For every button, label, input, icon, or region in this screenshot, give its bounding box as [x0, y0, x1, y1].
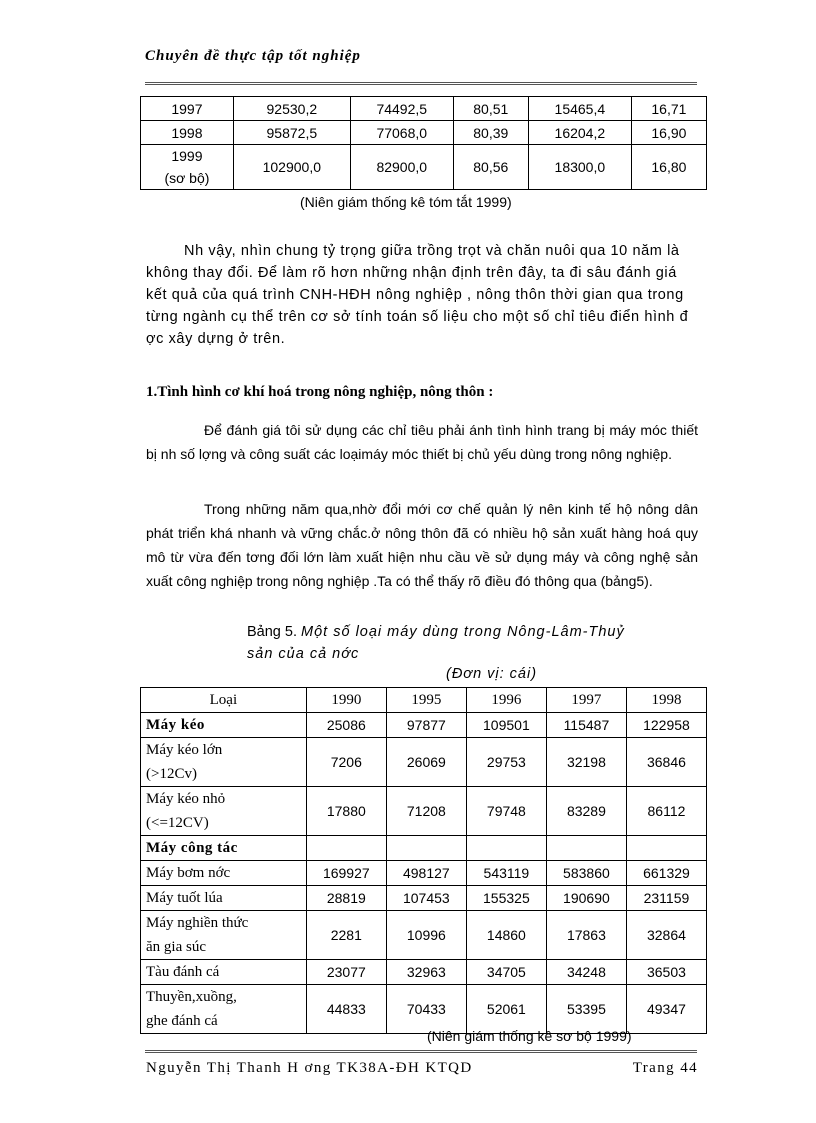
table2-label: Máy kéo lớn: [146, 742, 223, 758]
table2-label: Máy bơm nớc: [146, 865, 231, 881]
table2-row: [141, 787, 707, 836]
table2-header-cell: 1996: [466, 688, 546, 713]
table2-value-cell: [626, 836, 706, 861]
table1-cell: 80,56: [453, 145, 528, 190]
table1-year-note: (sơ bộ): [164, 170, 210, 186]
table2-header-cell: 1995: [386, 688, 466, 713]
table1-cell: 82900,0: [350, 145, 453, 190]
table1-year: 1997: [171, 100, 203, 117]
table2-value-cell: [306, 836, 386, 861]
footer-author: Nguyễn Thị Thanh H ơng TK38A-ĐH KTQD: [146, 1060, 473, 1076]
table2-row: [141, 886, 707, 911]
table2-label-line2: ghe đánh cá: [146, 1013, 218, 1029]
table2-header-cell: Loại: [141, 688, 307, 713]
table1-cell: 74492,5: [350, 97, 453, 121]
table2-value-cell: 25086: [306, 713, 386, 738]
table2-row: [141, 985, 707, 1034]
table2-value-cell: 70433: [386, 985, 466, 1034]
table1-year-cell: [141, 145, 234, 190]
table2-value-cell: [386, 836, 466, 861]
header-rule: [145, 82, 697, 85]
table1-cell: 16,90: [631, 121, 706, 145]
table2-header-cell: 1998: [626, 688, 706, 713]
table2-row: [141, 960, 707, 985]
table1-cell: 16,80: [631, 145, 706, 190]
table1-cell: 80,39: [453, 121, 528, 145]
footer-rule: [145, 1050, 697, 1053]
table2-value-cell: 155325: [466, 886, 546, 911]
table2-row: [141, 836, 707, 861]
table2-row: [141, 713, 707, 738]
table2-source: (Niên giám thống kê sơ bộ 1999): [427, 1028, 632, 1044]
table2-label-cell: [141, 787, 307, 836]
table2-value-cell: 86112: [626, 787, 706, 836]
table2-value-cell: 36503: [626, 960, 706, 985]
table2-value-cell: 83289: [546, 787, 626, 836]
table2-header-cell: 1997: [546, 688, 626, 713]
table2-value-cell: 28819: [306, 886, 386, 911]
table1-row: [141, 121, 707, 145]
table2-value-cell: 36846: [626, 738, 706, 787]
table2-header-row: [141, 688, 707, 713]
table2-label-line2: (>12Cv): [146, 766, 197, 782]
page-header: Chuyên đề thực tập tốt nghiệp: [145, 48, 361, 64]
table2-label-cell: [141, 861, 307, 886]
section-heading: 1.Tình hình cơ khí hoá trong nông nghiệp, nông thôn :: [146, 384, 494, 400]
table2-label: Máy kéo nhỏ: [146, 791, 226, 807]
table2-value-cell: 190690: [546, 886, 626, 911]
table1-cell: 77068,0: [350, 121, 453, 145]
table1-year-cell: [141, 121, 234, 145]
table2-value-cell: 498127: [386, 861, 466, 886]
table2-value-cell: 7206: [306, 738, 386, 787]
table2-value-cell: 661329: [626, 861, 706, 886]
table2-label-line2: ăn gia súc: [146, 939, 206, 955]
table2-value-cell: 109501: [466, 713, 546, 738]
table1-cell: 80,51: [453, 97, 528, 121]
table2-label: Thuyền,xuồng,: [146, 989, 237, 1005]
table2-value-cell: 17863: [546, 911, 626, 960]
table1-cell: 16,71: [631, 97, 706, 121]
table2-label-cell: [141, 836, 307, 861]
table2-unit: (Đơn vị: cái): [446, 666, 538, 682]
table2-value-cell: 29753: [466, 738, 546, 787]
table1-row: [141, 97, 707, 121]
table1-year-cell: [141, 97, 234, 121]
table2-label-cell: [141, 738, 307, 787]
table2-row: [141, 911, 707, 960]
table1-year: 1999: [171, 148, 203, 164]
table1-cell: 102900,0: [233, 145, 350, 190]
table2-value-cell: [546, 836, 626, 861]
table2-value-cell: 583860: [546, 861, 626, 886]
table1-cell: 16204,2: [528, 121, 631, 145]
table2-value-cell: 34248: [546, 960, 626, 985]
table2-value-cell: 23077: [306, 960, 386, 985]
table2-label-line2: (<=12CV): [146, 815, 209, 831]
table2-value-cell: 79748: [466, 787, 546, 836]
top-data-table: [140, 96, 707, 190]
table2-row: [141, 738, 707, 787]
table2-value-cell: 107453: [386, 886, 466, 911]
table2-value-cell: 122958: [626, 713, 706, 738]
table2-label-cell: [141, 911, 307, 960]
paragraph-3: Trong những năm qua,nhờ đổi mới cơ chế quản lý nên kinh tế hộ nông dân phát triển khá nhanh và vững chắc.ở nông thôn đã có nhiều hộ sản xuất hàng hoá quy mô từ vừa đến tơng đối lớn làm xuất hiện nhu cầu về sử dụng máy và công nghệ sản xuất công nghiệp trong nông nghiệp .Ta có thể thấy rõ điều đó thông qua (bảng5).: [146, 501, 698, 589]
table2-value-cell: 14860: [466, 911, 546, 960]
table2-value-cell: 32198: [546, 738, 626, 787]
table2-label-cell: [141, 886, 307, 911]
table1-row: [141, 145, 707, 190]
table2-header-cell: 1990: [306, 688, 386, 713]
table2-label: Máy tuốt lúa: [146, 890, 223, 906]
machinery-table: [140, 687, 707, 1034]
table2-value-cell: 115487: [546, 713, 626, 738]
table2-label: Máy công tác: [146, 840, 238, 856]
table1-cell: 18300,0: [528, 145, 631, 190]
table2-value-cell: 97877: [386, 713, 466, 738]
table2-value-cell: 34705: [466, 960, 546, 985]
table2-value-cell: 52061: [466, 985, 546, 1034]
table2-value-cell: 17880: [306, 787, 386, 836]
table2-label-cell: [141, 960, 307, 985]
table1-source: (Niên giám thống kê tóm tắt 1999): [300, 194, 512, 210]
caption-prefix: Bảng 5.: [247, 624, 297, 640]
table2-value-cell: [466, 836, 546, 861]
table2-label-cell: [141, 985, 307, 1034]
table2-value-cell: 49347: [626, 985, 706, 1034]
table2-row: [141, 861, 707, 886]
table2-value-cell: 2281: [306, 911, 386, 960]
table2-value-cell: 543119: [466, 861, 546, 886]
table2-label: Máy kéo: [146, 717, 205, 733]
caption-title-line2: sản của cả nớc: [247, 646, 360, 662]
table1-cell: 15465,4: [528, 97, 631, 121]
paragraph-2: Để đánh giá tôi sử dụng các chỉ tiêu phải ánh tình hình trang bị máy móc thiết bị nh số lợng và công suất các loạimáy móc thiết bị chủ yếu dùng trong nông nghiệp.: [146, 422, 698, 462]
table2-value-cell: 10996: [386, 911, 466, 960]
table2-caption: [247, 621, 667, 665]
table1-cell: 92530,2: [233, 97, 350, 121]
table1-year: 1998: [171, 124, 203, 141]
page-footer: [146, 1060, 698, 1077]
table2-value-cell: 231159: [626, 886, 706, 911]
table2-value-cell: 32864: [626, 911, 706, 960]
table2-value-cell: 71208: [386, 787, 466, 836]
paragraph-1: Nh vậy, nhìn chung tỷ trọng giữa trồng trọt và chăn nuôi qua 10 năm là không thay đổi. Để làm rõ hơn những nhận định trên đây, ta đi sâu đánh giá kết quả của quá trình CNH-HĐH nông nghiệp , nông thôn thời gian qua trong từng ngành cụ thể trên cơ sở tính toán số liệu cho một số chỉ tiêu điển hình đ ợc xây dựng ở trên.: [146, 243, 689, 347]
table2-label: Máy nghiền thức: [146, 915, 249, 931]
table2-label-cell: [141, 713, 307, 738]
table2-value-cell: 53395: [546, 985, 626, 1034]
table2-value-cell: 44833: [306, 985, 386, 1034]
table1-cell: 95872,5: [233, 121, 350, 145]
table2-label: Tàu đánh cá: [146, 964, 220, 980]
table2-value-cell: 169927: [306, 861, 386, 886]
table2-value-cell: 32963: [386, 960, 466, 985]
table2-value-cell: 26069: [386, 738, 466, 787]
footer-page-number: Trang 44: [632, 1060, 698, 1076]
caption-title-line1: Một số loại máy dùng trong Nông-Lâm-Thuỷ: [301, 624, 625, 640]
